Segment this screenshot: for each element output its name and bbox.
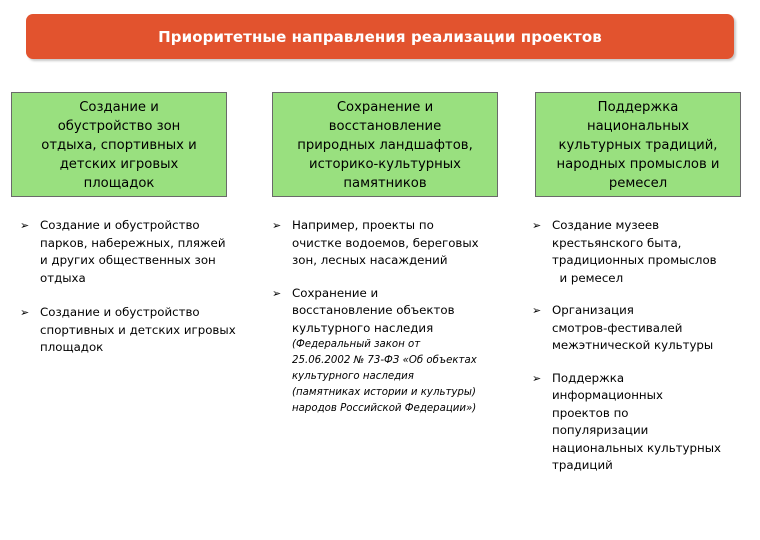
bullet-line: Например, проекты по [292, 218, 434, 232]
column-body-landscape-preservation [272, 217, 508, 417]
bullet-line: крестьянского быта, [552, 235, 682, 250]
header-line: Поддержка [597, 100, 679, 115]
list-item [532, 370, 750, 475]
arrow-bullet-icon: ➢ [272, 219, 282, 232]
page-title: Приоритетные направления реализации проектов [158, 27, 602, 46]
header-line: природных ландшафтов, [297, 138, 473, 153]
header-line: культурных традиций, [558, 138, 718, 153]
bullet-line: очистке водоемов, береговых [292, 235, 479, 250]
header-line: площадок [83, 176, 155, 191]
header-line: народных промыслов и [556, 157, 720, 172]
header-line: памятников [343, 176, 427, 191]
header-line: ремесел [608, 176, 668, 191]
arrow-bullet-icon: ➢ [20, 219, 30, 232]
law-reference-note: культурного наследия [292, 371, 414, 382]
bullet-line: Организация [552, 303, 634, 317]
list-item [20, 304, 250, 357]
header-line: восстановление [328, 119, 442, 134]
header-line: национальных [586, 119, 690, 134]
header-line: историко-культурных [309, 157, 461, 172]
column-body-cultural-traditions [532, 217, 750, 475]
bullet-line: культурного наследия [292, 320, 434, 335]
bullet-line: информационных [552, 388, 663, 402]
bullet-line: национальных культурных [552, 440, 721, 455]
title-banner [26, 14, 734, 59]
header-line: Создание и [79, 100, 159, 115]
law-reference-note: (памятниках истории и культуры) [292, 387, 476, 398]
law-reference-note: (Федеральный закон от [292, 339, 421, 350]
bullet-line: и других общественных зон [40, 253, 216, 267]
bullet-line: Создание и обустройство [40, 218, 200, 232]
arrow-bullet-icon: ➢ [20, 306, 30, 319]
bullet-line: восстановление объектов [292, 303, 455, 317]
arrow-bullet-icon: ➢ [532, 304, 542, 317]
bullet-line: и ремесел [552, 270, 624, 285]
bullet-line: проектов по [552, 405, 629, 420]
bullet-line: Поддержка [552, 370, 625, 385]
law-reference-note: 25.06.2002 № 73-ФЗ «Об объектах [292, 355, 477, 366]
list-item [532, 217, 750, 287]
bullet-line: спортивных и детских игровых [40, 322, 236, 337]
bullet-line: Создание музеев [552, 218, 660, 232]
column-header-cultural-traditions [535, 92, 741, 197]
law-reference-note: народов Российской Федерации») [292, 403, 477, 414]
column-header-recreation-zones [11, 92, 227, 197]
arrow-bullet-icon: ➢ [532, 219, 542, 232]
bullet-line: традиций [552, 458, 613, 472]
arrow-bullet-icon: ➢ [272, 286, 282, 300]
bullet-line: традиционных промыслов [552, 253, 717, 267]
arrow-bullet-icon: ➢ [532, 371, 542, 385]
column-body-recreation-zones [20, 217, 250, 357]
bullet-line: Сохранение и [292, 285, 379, 300]
header-line: отдыха, спортивных и [41, 138, 197, 153]
header-line: детских игровых [59, 157, 179, 172]
list-item [272, 285, 508, 418]
bullet-line: Создание и обустройство [40, 305, 200, 319]
bullet-line: межэтнической культуры [552, 338, 714, 352]
bullet-line: площадок [40, 340, 104, 354]
list-item [532, 302, 750, 355]
list-item [272, 217, 508, 270]
list-item [20, 217, 250, 287]
bullet-line: популяризации [552, 423, 649, 437]
header-line: Сохранение и [336, 100, 434, 115]
bullet-line: смотров-фестивалей [552, 320, 683, 335]
column-header-landscape-preservation [272, 92, 498, 197]
bullet-line: парков, набережных, пляжей [40, 235, 226, 250]
bullet-line: зон, лесных насаждений [292, 253, 448, 267]
bullet-line: отдыха [40, 270, 86, 285]
header-line: обустройство зон [57, 119, 181, 134]
